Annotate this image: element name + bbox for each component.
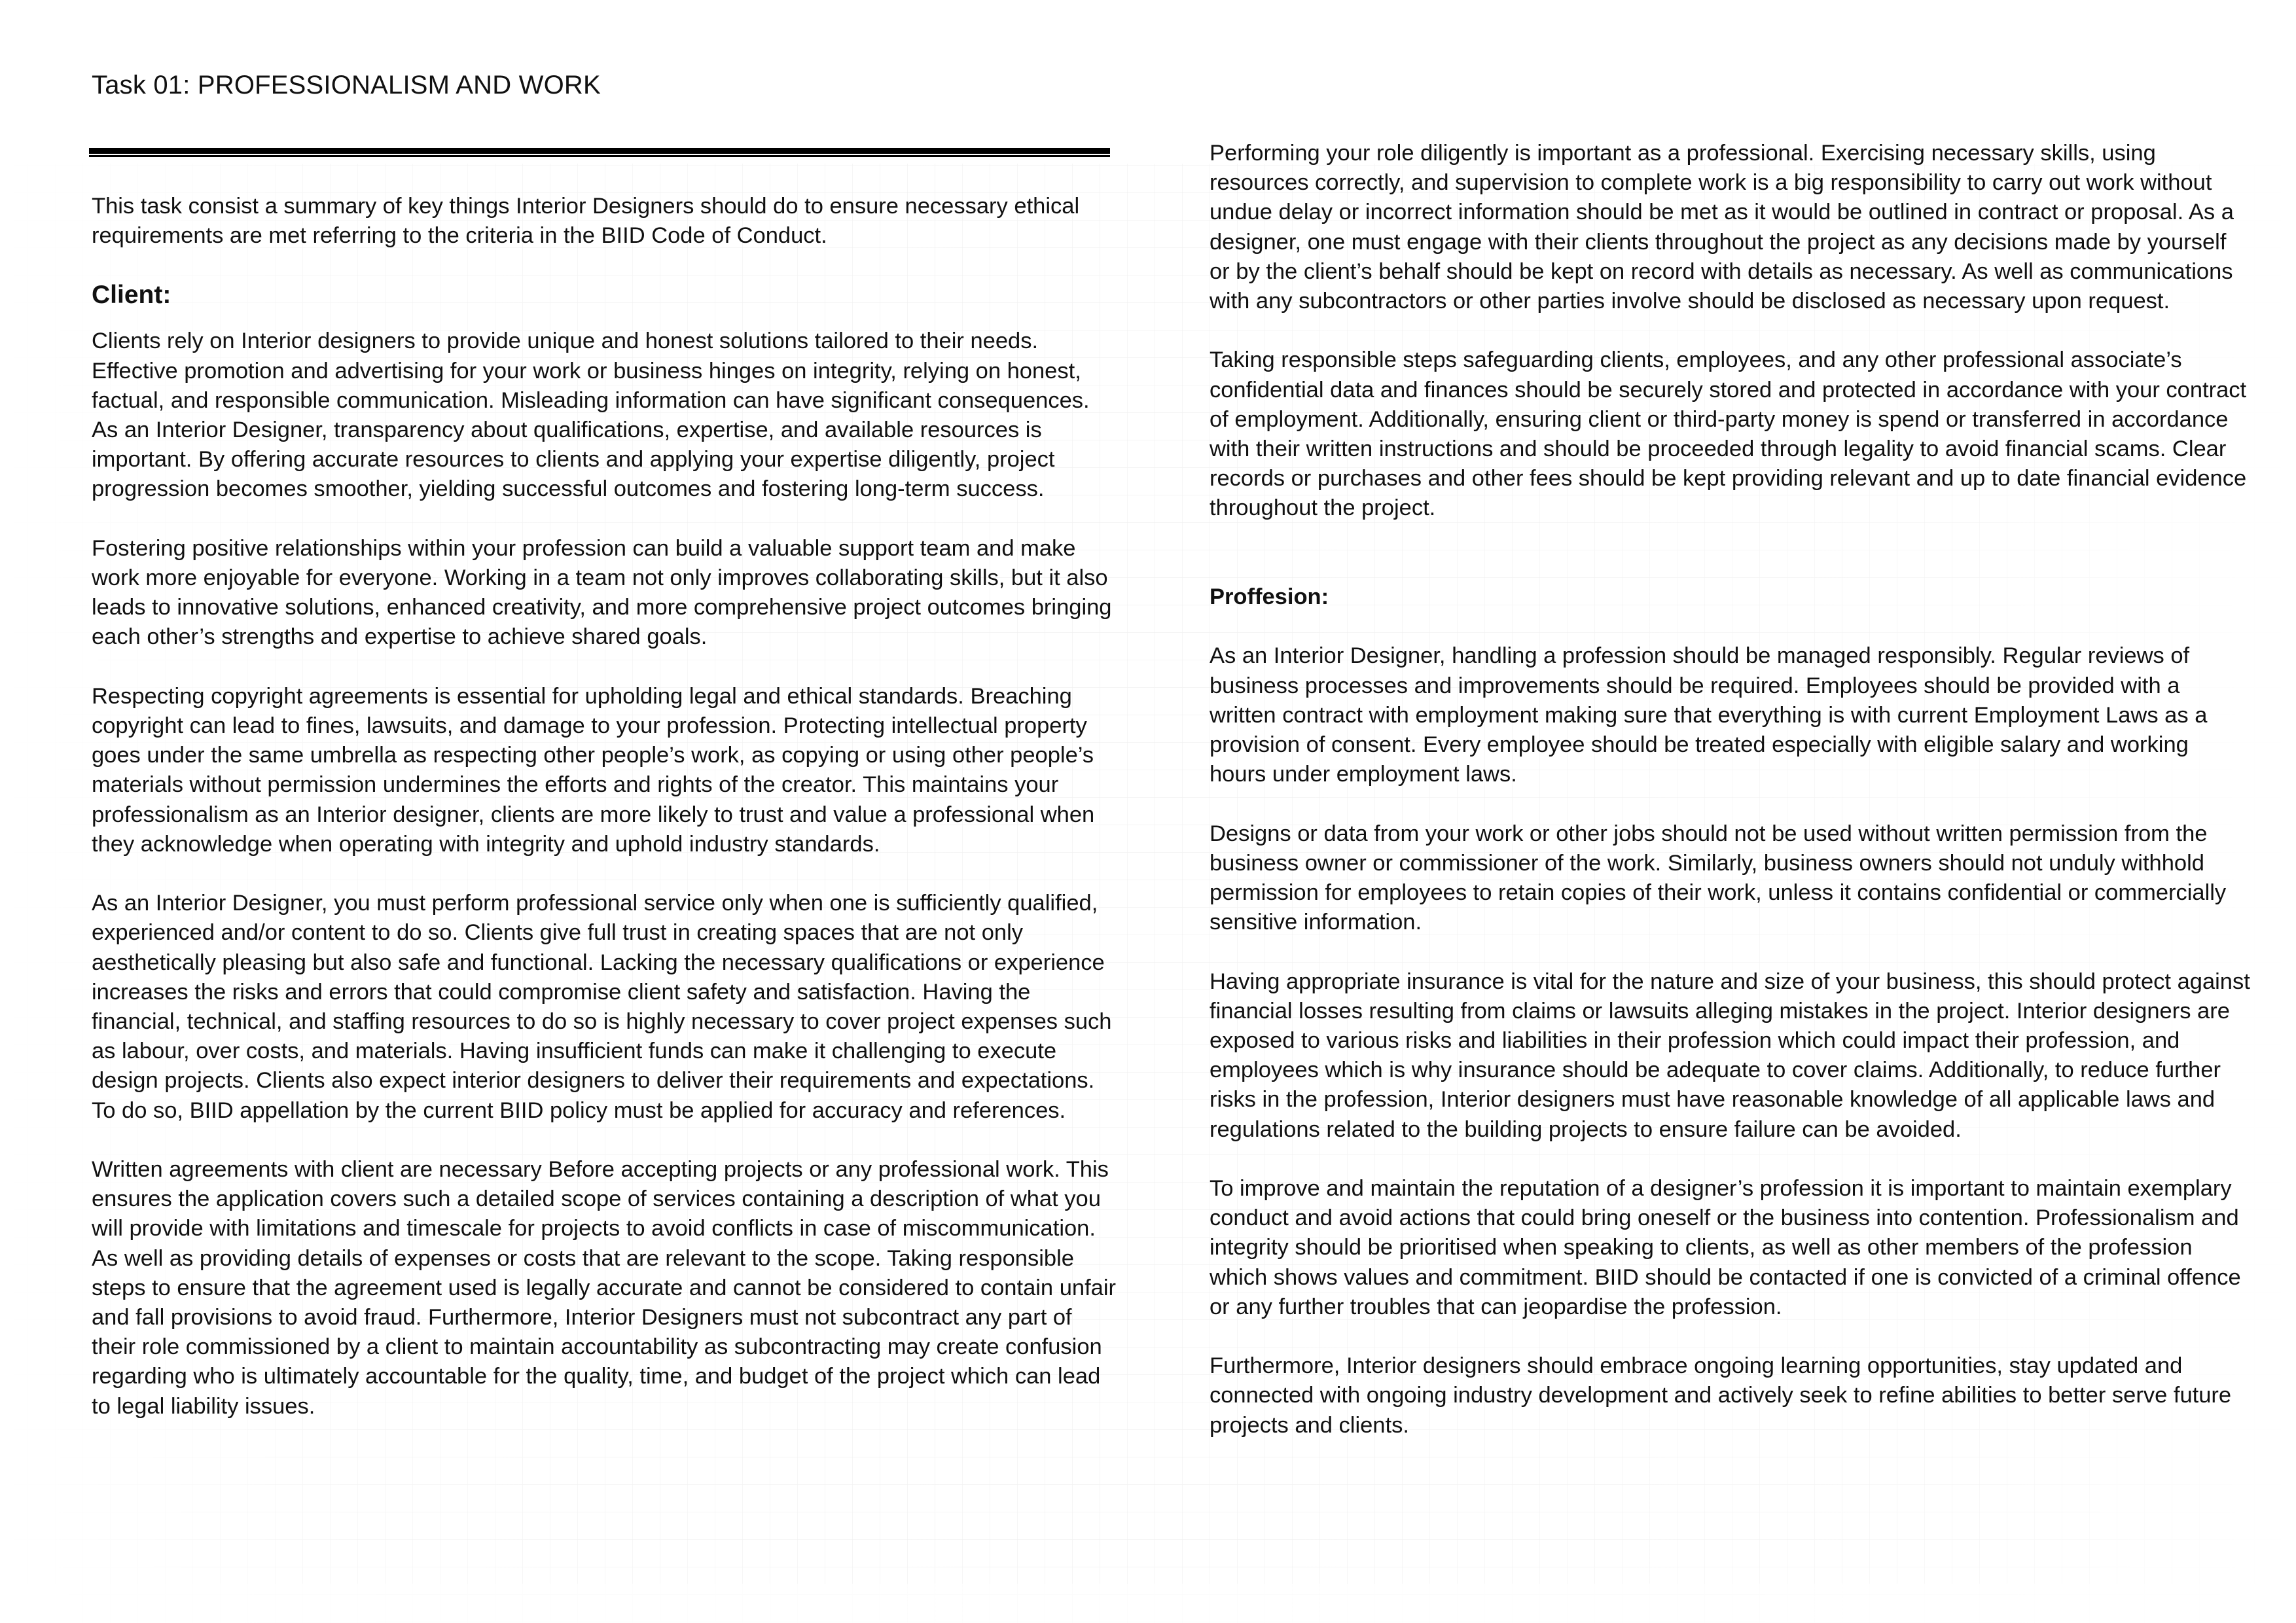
client-paragraph: Written agreements with client are necessary Before accepting projects or any professional work. This ensures the application covers such a detailed scope of services containing a description of what you will provide with limitations and timescale for projects to avoid conflicts in case of miscommunication. As well as providing details of expenses or costs that are relevant to the scope. Taking responsible steps to ensure that the agreement used is legally accurate and cannot be considered to contain unfair and fall provisions to avoid fraud. Furthermore, Interior Designers must not subcontract any part of their role commissioned by a client to maintain accountability as subcontracting may create confusion regarding who is ultimately accountable for the quality, time, and budget of the project which can lead to legal liability issues. [92,1157,1116,1419]
intro-paragraph: This task consist a summary of key things Interior Designers should do to ensure necessary ethical requirements are met referring to the criteria in the BIID Code of Conduct. [92,194,1080,249]
profession-heading: Proffesion: [1210,584,1329,609]
client-heading: Client: [92,281,171,310]
right-column [1210,139,2250,1440]
profession-paragraph: Having appropriate insurance is vital for the nature and size of your business, this should protect against financial losses resulting from claims or lawsuits alleging mistakes in the project. Interior designers are exposed to various risks and liabilities in their profession which could impact their profession, and employees which is why insurance should be adequate to cover claims. Additionally, to reduce further risks in the profession, Interior designers must have reasonable knowledge of all applicable laws and regulations related to the building projects to ensure failure can be avoided. [1210,969,2250,1142]
profession-paragraph: Designs or data from your work or other jobs should not be used without written permission from the business owner or commissioner of the work. Similarly, business owners should not unduly withhold permission for employees to retain copies of their work, unless it contains confidential or commercially sensitive information. [1210,821,2227,935]
profession-paragraph: As an Interior Designer, handling a profession should be managed responsibly. Regular reviews of business processes and improvements should be required. Employees should be provided with a written contract with employment making sure that everything is with current Employment Laws as a provision of consent. Every employee should be treated especially with eligible salary and working hours under employment laws. [1210,643,2208,787]
client-paragraph: Clients rely on Interior designers to provide unique and honest solutions tailored to their needs. Effective promotion and advertising for your work or business hinges on integrity, relying on honest, factual, and responsible communication. Misleading information can have significant consequences. As an Interior Designer, transparency about qualifications, expertise, and available resources is important. By offering accurate resources to clients and applying your expertise diligently, project progression becomes smoother, yielding successful outcomes and fostering long-term success. [92,329,1090,502]
profession-paragraph: Furthermore, Interior designers should embrace ongoing learning opportunities, stay updated and connected with ongoing industry development and actively seek to refine abilities to better serve future projects and clients. [1210,1353,2232,1438]
divider-thick-line [89,148,1110,154]
section-spacer [1210,553,2250,582]
left-column [92,192,1116,1421]
role-paragraph: Performing your role diligently is important as a professional. Exercising necessary skills, using resources correctly, and supervision to complete work is a big responsibility to carry out work without undue delay or incorrect information should be met as it would be outlined in contract or proposal. As a designer, one must engage with their clients throughout the project as any decisions made by yourself or by the client’s behalf should be kept on record with details as necessary. As well as communications with any subcontractors or other parties involve should be disclosed as necessary upon request. [1210,141,2234,314]
divider-thin-line [89,155,1110,157]
client-paragraph: As an Interior Designer, you must perform professional service only when one is sufficiently qualified, experienced and/or content to do so. Clients give full trust in creating spaces that are not only aesthetically pleasing but also safe and functional. Lacking the necessary qualifications or experience increases the risks and errors that could compromise client safety and satisfaction. Having the financial, technical, and staffing resources to do so is highly necessary to cover project expenses such as labour, over costs, and materials. Having insufficient funds can make it challenging to execute design projects. Clients also expect interior designers to deliver their requirements and expectations. To do so, BIID appellation by the current BIID policy must be applied for accuracy and references. [92,891,1112,1123]
profession-paragraph: To improve and maintain the reputation of a designer’s profession it is important to maintain exemplary conduct and avoid actions that could bring oneself or the business into contention. Professionalism and integrity should be prioritised when speaking to clients, as well as other members of the profession which shows values and commitment. BIID should be contacted if one is convicted of a criminal offence or any further troubles that can jeopardise the profession. [1210,1176,2241,1319]
safeguarding-paragraph: Taking responsible steps safeguarding clients, employees, and any other professional associate’s confidential data and finances should be securely stored and protected in accordance with your contract of employment. Additionally, ensuring client or third-party money is spend or transferred in accordance with their written instructions and should be proceeded through legality to avoid financial scams. Clear records or purchases and other fees should be kept providing relevant and up to date financial evidence throughout the project. [1210,348,2247,521]
client-paragraph: Fostering positive relationships within your profession can build a valuable support team and make work more enjoyable for everyone. Working in a team not only improves collaborating skills, but it also leads to innovative solutions, enhanced creativity, and more comprehensive project outcomes bringing each other’s strengths and expertise to achieve shared goals. [92,535,1112,650]
client-paragraph: Respecting copyright agreements is essential for upholding legal and ethical standards. Breaching copyright can lead to fines, lawsuits, and damage to your profession. Protecting intellectual property goes under the same umbrella as respecting other people’s work, as copying or using other people’s materials without permission undermines the efforts and rights of the creator. This maintains your professionalism as an Interior designer, clients are more likely to trust and value a professional when they acknowledge when operating with integrity and uphold industry standards. [92,683,1095,857]
title-divider [89,148,1110,158]
page-title: Task 01: PROFESSIONALISM AND WORK [92,71,601,99]
